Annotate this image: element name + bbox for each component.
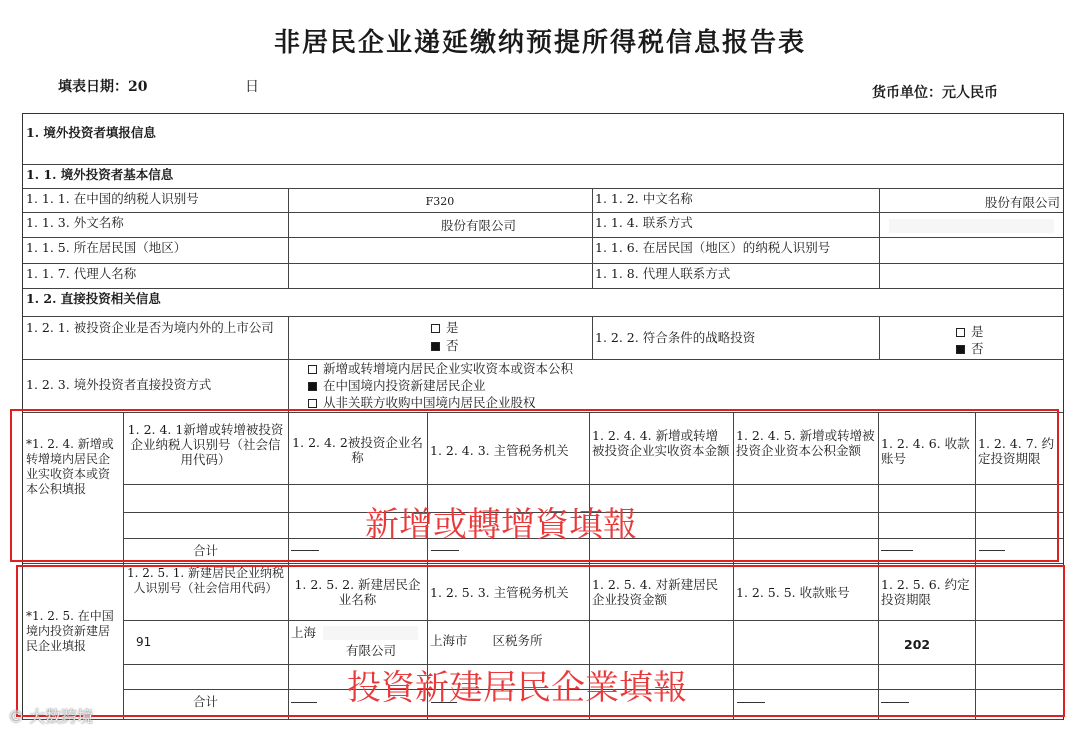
value-1-1-1: F320 [425,195,455,208]
value-1-2-5-6: 202 [904,637,931,652]
checkbox-filled-icon [308,382,317,391]
checkbox-1-2-2-yes[interactable] [953,323,1053,340]
header-1-2-5-2: 1. 2. 5. 2. 新建居民企业名称 [294,577,421,607]
header-1-2-4-5: 1. 2. 4. 5. 新增或转增被投资企业资本公积金额 [736,428,875,458]
label-1-1-2: 1. 1. 2. 中文名称 [595,191,693,206]
label-1-1-8: 1. 1. 8. 代理人联系方式 [595,266,731,281]
value-1-2-5-1: 91 [136,635,152,649]
header-1-2-5-6: 1. 2. 5. 6. 约定投资期限 [881,577,970,607]
option-label: 从非关联方收购中国境内居民企业股权 [323,395,536,410]
option-new-enterprise[interactable] [305,377,725,394]
fill-date-label: 填表日期：20 [58,79,148,95]
checkbox-filled-icon [956,345,965,354]
label-1-1-7: 1. 1. 7. 代理人名称 [26,266,137,281]
value-1-2-5-3: 上海市 区税务所 [430,633,543,648]
currency-unit: 货币单位：元人民币 [872,85,998,101]
label-1-2-3: 1. 2. 3. 境外投资者直接投资方式 [26,377,212,392]
checkbox-empty-icon [308,365,317,374]
section-1-1-title: 1. 1. 境外投资者基本信息 [26,167,174,182]
fill-date [58,76,259,96]
redacted-contact [889,219,1054,233]
checkbox-yes-label: 是 [446,320,459,335]
checkbox-1-2-2-no[interactable] [953,340,1053,357]
label-1-1-3: 1. 1. 3. 外文名称 [26,215,124,230]
fill-date-day: 日 [245,79,259,95]
checkbox-1-2-1-yes[interactable] [428,319,528,336]
label-1-1-1: 1. 1. 1. 在中国的纳税人识别号 [26,191,199,206]
section-1-title: 1. 境外投资者填报信息 [26,125,156,140]
header-1-2-4-6: 1. 2. 4. 6. 收款账号 [881,436,970,466]
header-1-2-4-7: 1. 2. 4. 7. 约定投资期限 [978,436,1055,466]
header-1-2-5-4: 1. 2. 5. 4. 对新建居民企业投资金额 [592,577,719,607]
option-label: 新增或转增境内居民企业实收资本或资本公积 [323,361,574,376]
label-1-1-6: 1. 1. 6. 在居民国（地区）的纳税人识别号 [595,240,831,255]
value-1-2-5-2a: 上海 [291,625,317,640]
checkbox-empty-icon [308,399,317,408]
value-1-1-3: 股份有限公司 [441,218,517,233]
header-1-2-4-3: 1. 2. 4. 3. 主管税务机关 [430,443,569,458]
label-1-2-1: 1. 2. 1. 被投资企业是否为境内外的上市公司 [26,320,274,335]
checkbox-1-2-1-no[interactable] [428,337,528,354]
header-1-2-4-1: 1. 2. 4. 1新增或转增被投资企业纳税人识别号（社会信用代码） [127,422,284,467]
label-1-2-2: 1. 2. 2. 符合条件的战略投资 [595,330,756,345]
section-1-2-title: 1. 2. 直接投资相关信息 [26,291,161,306]
total-1-2-5: 合计 [192,694,218,709]
total-1-2-4: 合计 [192,543,218,558]
label-1-2-5: *1. 2. 5. 在中国境内投资新建居民企业填报 [26,609,114,653]
checkbox-no-label: 否 [971,341,984,356]
label-1-1-4: 1. 1. 4. 联系方式 [595,215,693,230]
value-1-2-5-2b: 有限公司 [346,643,397,658]
label-1-1-5: 1. 1. 5. 所在居民国（地区） [26,240,187,255]
value-1-1-2: 股份有限公司 [984,195,1060,210]
header-1-2-5-5: 1. 2. 5. 5. 收款账号 [736,585,850,600]
watermark: © 大数跨境 [8,707,94,726]
checkbox-yes-label: 是 [971,324,984,339]
label-1-2-4: *1. 2. 4. 新增或转增境内居民企业实收资本或资本公积填报 [26,437,114,496]
form-title: 非居民企业递延缴纳预提所得税信息报告表 [273,28,806,58]
header-1-2-5-3: 1. 2. 5. 3. 主管税务机关 [430,585,569,600]
checkbox-empty-icon [431,324,440,333]
option-label: 在中国境内投资新建居民企业 [323,378,486,393]
checkbox-no-label: 否 [446,338,459,353]
checkbox-empty-icon [956,328,965,337]
header-1-2-5-1: 1. 2. 5. 1. 新建居民企业纳税人识别号（社会信用代码） [126,566,285,595]
header-1-2-4-2: 1. 2. 4. 2被投资企业名称 [292,435,423,465]
option-new-capital[interactable] [305,360,725,377]
annotation-new-enterprise-filing: 投資新建居民企業填報 [347,668,687,708]
checkbox-filled-icon [431,342,440,351]
header-1-2-4-4: 1. 2. 4. 4. 新增或转增被投资企业实收资本金额 [592,428,730,458]
annotation-capital-filing: 新增或轉增資填報 [365,505,637,545]
